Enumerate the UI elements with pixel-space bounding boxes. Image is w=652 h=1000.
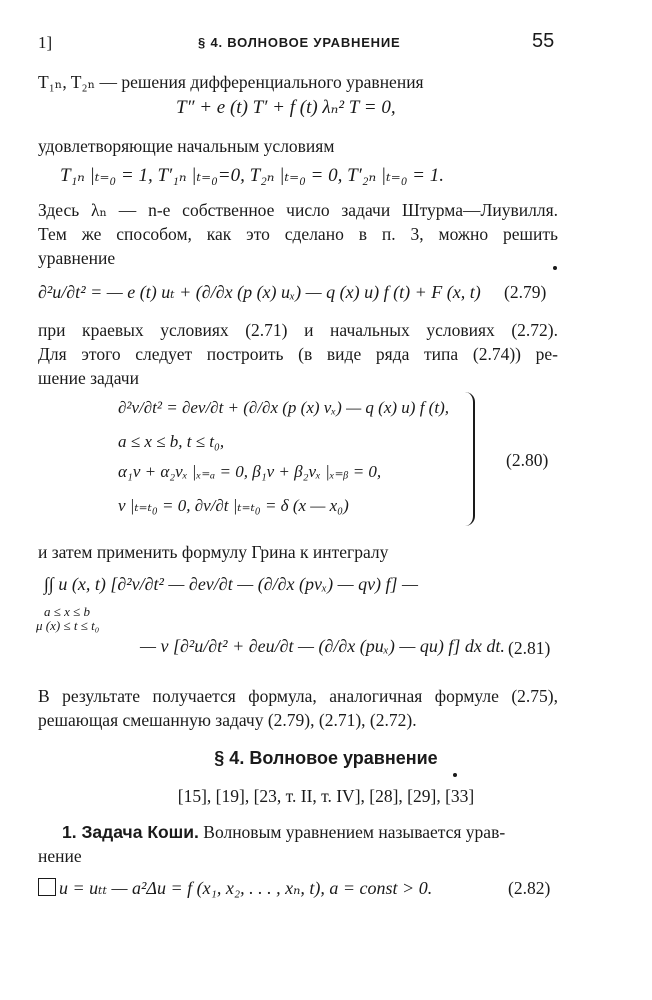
page-number: 55 [532, 30, 555, 52]
section-title: § 4. Волновое уравнение [214, 748, 438, 768]
paragraph-cauchy-text: Волновым уравнением называется урав- [198, 822, 506, 842]
paragraph-cauchy [62, 820, 558, 844]
paragraph-line: шение задачи [38, 368, 139, 388]
equation-ode: T″ + e (t) T′ + f (t) λₙ² T = 0, [176, 97, 396, 118]
equation-number-2-82: (2.82) [508, 878, 551, 898]
system-line-3: α₁v + α₂vₓ |ₓ₌ₐ = 0, β₁v + β₂vₓ |ₓ₌ᵦ = 0, [118, 462, 382, 481]
equation-number-2-81: (2.81) [508, 638, 551, 658]
equation-2-82 [38, 878, 432, 899]
integral-limit-x: a ≤ x ≤ b [44, 604, 91, 619]
printing-speck [453, 773, 457, 777]
paragraph-line: нение [38, 846, 82, 866]
system-right-brace [463, 392, 475, 526]
paragraph-line: уравнение [38, 248, 116, 268]
dalembert-operator-icon [38, 878, 56, 896]
paragraph-line: при краевых условиях (2.71) и начальных условиях (2.72). [38, 320, 558, 340]
equation-2-81-line-1: ∫∫ u (x, t) [∂²v/∂t² — ∂ev/∂t — (∂/∂x (pvₓ) — qv) f] — [44, 574, 419, 594]
integral-limit-t: μ (x) ≤ t ≤ t₀ [36, 618, 100, 633]
equation-2-82-formula: u = uₜₜ — a²Δu = f (x₁, x₂, . . . , xₙ, t), a = const > 0. [59, 878, 433, 898]
equation-number-2-80: (2.80) [506, 450, 549, 470]
equation-2-81-line-2: — v [∂²u/∂t² + ∂eu/∂t — (∂/∂x (puₓ) — qu) f] dx dt. [140, 636, 505, 656]
paragraph-solutions: T₁ₙ, T₂ₙ — решения дифференциального уравнения [38, 72, 424, 92]
system-line-4: v |ₜ₌ₜ₀ = 0, ∂v/∂t |ₜ₌ₜ₀ = δ (x — x₀) [118, 496, 349, 515]
paragraph-line: Здесь λₙ — n-е собственное число задачи Штурма—Лиувилля. [38, 200, 558, 220]
subsection-title: 1. Задача Коши. [62, 822, 199, 842]
paragraph-line: Тем же способом, как это сделано в п. 3, можно решить [38, 224, 558, 244]
running-header: § 4. ВОЛНОВОЕ УРАВНЕНИЕ [198, 35, 401, 50]
paragraph-initial-conditions: удовлетворяющие начальным условиям [38, 136, 335, 156]
equation-2-79: ∂²u/∂t² = — e (t) uₜ + (∂/∂x (p (x) uₓ) — q (x) u) f (t) + F (x, t) [38, 282, 481, 302]
section-references: [15], [19], [23, т. II, т. IV], [28], [29], [33] [177, 786, 475, 806]
printing-speck [553, 266, 557, 270]
system-line-2: a ≤ x ≤ b, t ≤ t₀, [118, 432, 225, 451]
header-left-mark: 1] [38, 33, 53, 52]
equation-initial-conditions: T₁ₙ |ₜ₌₀ = 1, T′₁ₙ |ₜ₌₀=0, T₂ₙ |ₜ₌₀ = 0, T′₂ₙ |ₜ₌₀ = 1. [60, 165, 445, 186]
paragraph-line: Для этого следует построить (в виде ряда типа (2.74)) ре- [38, 344, 558, 364]
system-line-1: ∂²v/∂t² = ∂ev/∂t + (∂/∂x (p (x) vₓ) — q (x) u) f (t), [118, 398, 449, 417]
paragraph-line: решающая смешанную задачу (2.79), (2.71), (2.72). [38, 710, 417, 730]
equation-number-2-79: (2.79) [504, 282, 547, 302]
paragraph-green-formula: и затем применить формулу Грина к интегралу [38, 542, 389, 562]
paragraph-line: В результате получается формула, аналогичная формуле (2.75), [38, 686, 558, 706]
